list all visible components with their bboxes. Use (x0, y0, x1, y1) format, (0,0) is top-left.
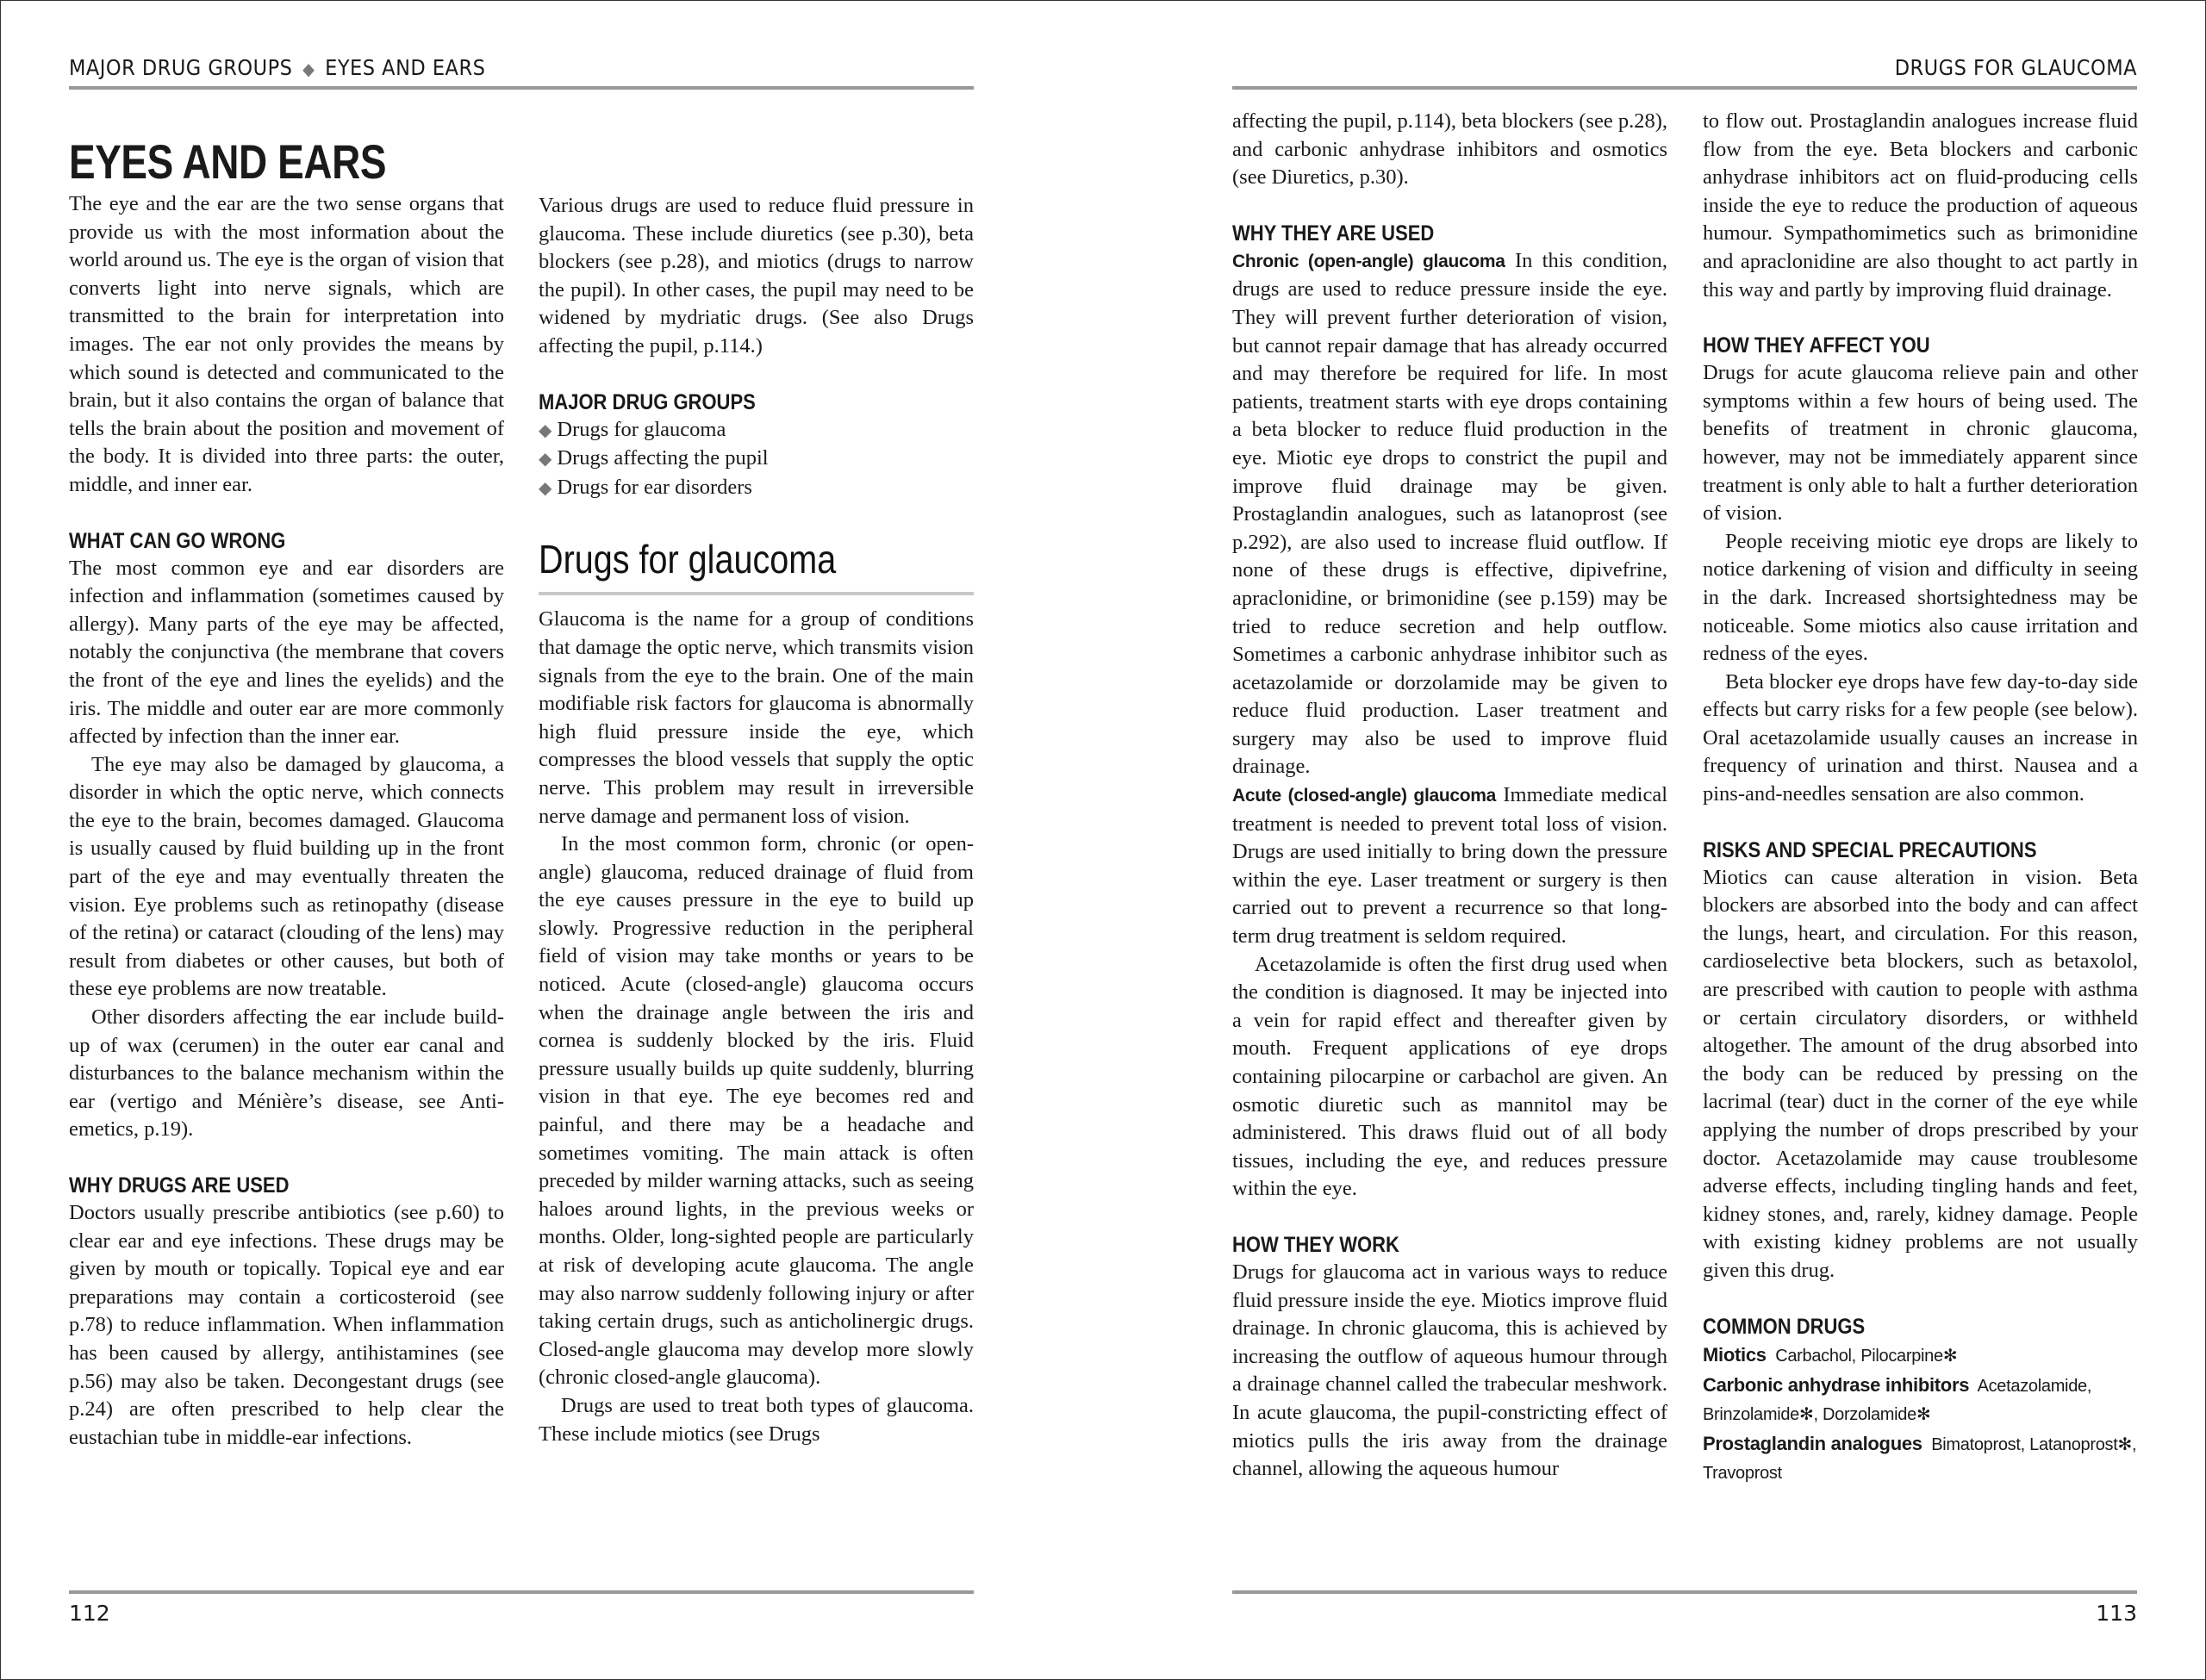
right-running-head: DRUGS FOR GLAUCOMA (1894, 55, 2137, 80)
major-drug-groups-list (539, 416, 974, 503)
diamond-bullet-icon: ◆ (539, 450, 552, 470)
paragraph: Beta blocker eye drops have few day-to-day side effects but carry risks for a few people (see below). Oral acetazolamide usually causes an increase in frequency of urination and thirst. Nausea and a pins-and-needles sensation are also common. (1703, 669, 2138, 806)
header-rule-left (69, 86, 974, 90)
paragraph: Miotics can cause alteration in vision. Beta blockers are absorbed into the body and can affect the lungs, heart, and circulation. For this reason, cardioselective beta blockers, such as betaxolol, are prescribed with caution to people with asthma or certain circulatory disorders, or withheld altogether. The amount of the drug absorbed into the body can be reduced by pressing on the lacrimal (tear) duct in the corner of the eye while applying the number of drops prescribed by your doctor. Acetazolamide may cause troublesome adverse effects, including tingling hands and feet, kidney stones, and, rarely, kidney damage. People with existing kidney problems are not usually given this drug. (1703, 865, 2138, 1282)
paragraph: Drugs are used to treat both types of glaucoma. These include miotics (see Drugs (539, 1393, 974, 1446)
diamond-separator-icon: ◆ (302, 59, 315, 79)
heading-major-drug-groups: MAJOR DRUG GROUPS (539, 389, 756, 414)
heading-how-they-affect-you: HOW THEY AFFECT YOU (1703, 333, 1930, 358)
intro-paragraph: The eye and the ear are the two sense organs that provide us with the most information about the world around us. The eye is the organ of vision that converts light into nerve signals, which are transmitted to the brain for interpretation into images. The ear not only provides the means by which sound is detected and communicated to the brain, but it also contains the organ of balance that tells the brain about the position and movement of the body. It is divided into three parts: the outer, middle, and inner ear. (69, 192, 504, 496)
list-item: ◆ Drugs for ear disorders (539, 475, 752, 499)
paragraph-acute: Acute (closed-angle) glaucoma Immediate medical treatment is needed to prevent total loss of vision. Drugs are used initially to bring down the pressure within the eye. Laser treatment or surgery is then carried out to prevent a recurrence so that long-term drug treatment is seldom required. (1232, 783, 1668, 949)
list-item: ◆ Drugs affecting the pupil (539, 446, 769, 470)
diamond-bullet-icon: ◆ (539, 420, 552, 440)
paragraph: Drugs for glaucoma act in various ways to reduce fluid pressure inside the eye. Miotics improve fluid drainage. In chronic glaucoma, this is achieved by increasing the outflow of aqueous humour through a drainage channel called the trabecular meshwork. In acute glaucoma, the pupil-constricting effect of miotics pulls the iris away from the drainage channel, allowing the aqueous humour (1232, 1260, 1667, 1481)
paragraph: Glaucoma is the name for a group of conditions that damage the optic nerve, which transmits vision signals from the eye to the brain. One of the main modifiable risk factors for glaucoma is abnormally high fluid pressure inside the eye, which compresses the blood vessels that supply the optic nerve. This problem may result in irreversible nerve damage and permanent loss of vision. (539, 607, 974, 828)
runin-chronic: Chronic (open-angle) glaucoma (1232, 251, 1505, 271)
left-running-head (69, 55, 485, 80)
right-column-1 (1232, 108, 1667, 1484)
paragraph: Doctors usually prescribe antibiotics (see p.60) to clear ear and eye infections. These drugs may be given by mouth or topically. Topical eye and ear preparations may contain a corticosteroid (see p.78) to reduce inflammation. When inflammation has been caused by allergy, antihistamines (see p.56) may also be taken. Decongestant drugs (see p.24) are often prescribed to help clear the eustachian tube in middle-ear infections. (69, 1201, 504, 1449)
paragraph: In the most common form, chronic (or open-angle) glaucoma, reduced drainage of fluid from the eye causes pressure in the eye to build up slowly. Progressive reduction in the peripheral field of vision may take months or years to be noticed. Acute (closed-angle) glaucoma occurs when the drainage angle between the iris and cornea is suddenly blocked by the iris. Fluid pressure usually builds up quite suddenly, blurring vision in that eye. The eye becomes red and painful, and there may be a headache and sometimes vomiting. The main attack is often preceded by milder warning attacks, such as seeing haloes around lights, in the previous weeks or months. Older, long-sighted people are particularly at risk of developing acute glaucoma. The angle may also narrow suddenly following injury or after taking certain drugs, such as anticholinergic drugs. Closed-angle glaucoma may develop more slowly (chronic closed-angle glaucoma). (539, 832, 974, 1390)
footer-rule-right (1232, 1590, 2137, 1594)
drug-group-carbonic-anhydrase-inhibitors: Carbonic anhydrase inhibitors Acetazolamide, Brinzolamide✻, Dorzolamide✻ (1703, 1373, 2092, 1424)
page-number-left: 112 (69, 1601, 110, 1626)
paragraph: The most common eye and ear disorders are infection and inflammation (sometimes caused by allergy). Many parts of the eye may be affected, notably the conjunctiva (the membrane that covers the front of the eye and lines the eyelids) and the iris. The middle and outer ear are more commonly affected by infection than the inner ear. (69, 556, 504, 749)
heading-how-they-work: HOW THEY WORK (1232, 1232, 1399, 1257)
paragraph: Acetazolamide is often the first drug used when the condition is diagnosed. It may be injected into a vein for rapid effect and thereafter given by mouth. Frequent applications of eye drops containing pilocarpine or carbachol are given. An osmotic diuretic such as mannitol may be administered. This draws fluid out of all body tissues, including the eye, and reduces pressure within the eye. (1232, 952, 1667, 1201)
section-title-glaucoma: Drugs for glaucoma (539, 537, 837, 582)
page-number-right: 113 (2096, 1601, 2137, 1626)
left-column-1 (69, 134, 504, 1452)
right-column-2 (1703, 108, 2138, 1488)
drug-group-prostaglandin-analogues: Prostaglandin analogues Bimatoprost, Latanoprost✻, Travoprost (1703, 1432, 2137, 1483)
heading-risks: RISKS AND SPECIAL PRECAUTIONS (1703, 837, 2037, 862)
paragraph: to flow out. Prostaglandin analogues increase fluid flow from the eye. Beta blockers and carbonic anhydrase inhibitors act on fluid-producing cells inside the eye to reduce the production of aqueous humour. Sympathomimetics such as brimonidine and apraclonidine are also thought to act partly in this way and partly by improving fluid drainage. (1703, 109, 2138, 302)
diamond-bullet-icon: ◆ (539, 478, 552, 498)
header-rule-right (1232, 86, 2137, 90)
chapter-title: EYES AND EARS (69, 134, 387, 189)
left-column-2 (539, 192, 974, 1448)
running-head-section: MAJOR DRUG GROUPS (69, 55, 293, 80)
heading-common-drugs: COMMON DRUGS (1703, 1314, 1866, 1339)
common-drugs-list (1703, 1341, 2138, 1488)
drug-group-miotics: Miotics Carbachol, Pilocarpine✻ (1703, 1343, 1958, 1366)
paragraph: affecting the pupil, p.114), beta blockers (see p.28), and carbonic anhydrase inhibitors and osmotics (see Diuretics, p.30). (1232, 109, 1667, 190)
runin-acute: Acute (closed-angle) glaucoma (1232, 786, 1497, 806)
heading-what-can-go-wrong: WHAT CAN GO WRONG (69, 528, 286, 553)
heading-why-they-are-used: WHY THEY ARE USED (1232, 221, 1435, 246)
paragraph: Drugs for acute glaucoma relieve pain and other symptoms within a few hours of being used. The benefits of treatment in chronic glaucoma, however, may not be immediately apparent since treatment is only able to halt a further deterioration of vision. (1703, 361, 2138, 526)
paragraph: Other disorders affecting the ear include build-up of wax (cerumen) in the outer ear canal and disturbances to the balance mechanism within the ear (vertigo and Ménière’s disease, see Anti-emetics, p.19). (69, 1005, 504, 1142)
paragraph: Various drugs are used to reduce fluid pressure in glaucoma. These include diuretics (see p.30), beta blockers (see p.28), and miotics (drugs to narrow the pupil). In other cases, the pupil may need to be widened by mydriatic drugs. (See also Drugs affecting the pupil, p.114.) (539, 194, 974, 358)
section-title-rule (539, 592, 974, 595)
paragraph: The eye may also be damaged by glaucoma, a disorder in which the optic nerve, which connects the eye to the brain, becomes damaged. Glaucoma is usually caused by fluid building up in the front part of the eye and may eventually threaten the vision. Eye problems such as retinopathy (disease of the retina) or cataract (clouding of the lens) may result from diabetes or other causes, but both of these eye problems are now treatable. (69, 752, 504, 1001)
paragraph-chronic: Chronic (open-angle) glaucoma In this condition, drugs are used to reduce pressure inside the eye. They will prevent further deterioration of vision, but cannot repair damage that has already occurred and may therefore be required for life. In most patients, treatment starts with eye drops containing a beta blocker to reduce fluid production in the eye. Miotic eye drops to constrict the pupil and improve fluid drainage may be given. Prostaglandin analogues, such as latanoprost (see p.292), are also used to increase fluid outflow. If none of these drugs is effective, dipivefrine, apraclonidine, or brimonidine (see p.159) may be tried to reduce secretion and help outflow. Sometimes a carbonic anhydrase inhibitor such as acetazolamide or dorzolamide may be given to reduce fluid production. Laser treatment and surgery may also be used to improve fluid drainage. (1232, 248, 1668, 779)
heading-why-drugs-are-used: WHY DRUGS ARE USED (69, 1173, 290, 1198)
list-item: ◆ Drugs for glaucoma (539, 417, 726, 441)
paragraph: People receiving miotic eye drops are likely to notice darkening of vision and difficulty in seeing in the dark. Increased shortsightedness may be noticeable. Some miotics also cause irritation and redness of the eyes. (1703, 529, 2138, 666)
running-head-chapter: EYES AND EARS (325, 55, 486, 80)
footer-rule-left (69, 1590, 974, 1594)
